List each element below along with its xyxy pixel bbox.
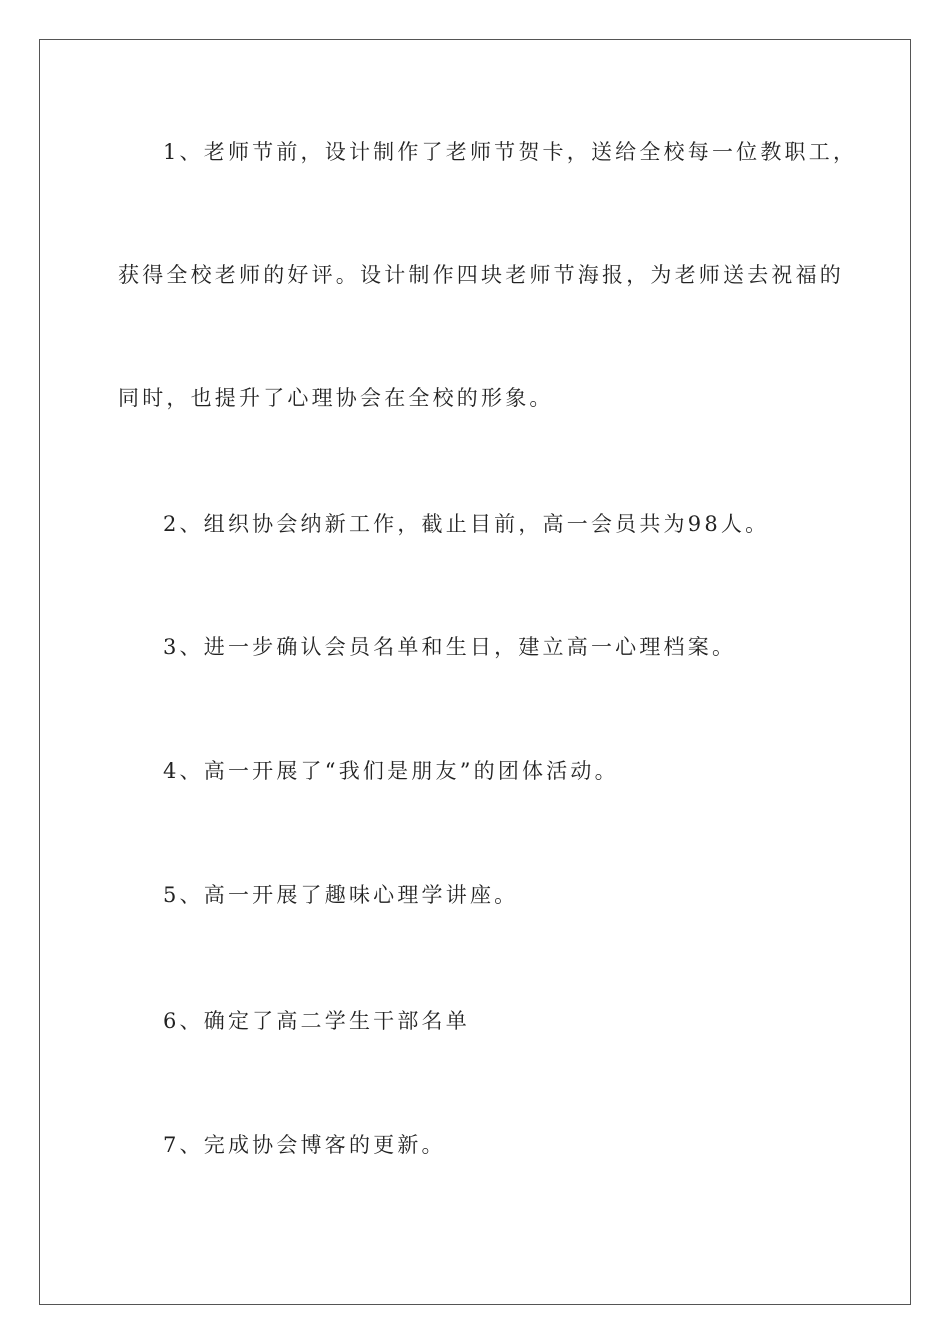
paragraph-1-line-3: 同时，也提升了心理协会在全校的形象。 — [118, 386, 554, 410]
paragraph-2: 2、组织协会纳新工作，截止目前，高一会员共为98人。 — [163, 512, 770, 536]
paragraph-1-line-2: 获得全校老师的好评。设计制作四块老师节海报，为老师送去祝福的 — [118, 263, 844, 287]
paragraph-1-line-1: 1、老师节前，设计制作了老师节贺卡，送给全校每一位教职工， — [163, 140, 858, 164]
paragraph-4: 4、高一开展了“我们是朋友”的团体活动。 — [163, 759, 619, 783]
page-border — [39, 39, 911, 1305]
paragraph-5: 5、高一开展了趣味心理学讲座。 — [163, 883, 519, 907]
paragraph-3: 3、进一步确认会员名单和生日，建立高一心理档案。 — [163, 635, 737, 659]
paragraph-6: 6、确定了高二学生干部名单 — [163, 1009, 470, 1033]
paragraph-7: 7、完成协会博客的更新。 — [163, 1133, 446, 1157]
